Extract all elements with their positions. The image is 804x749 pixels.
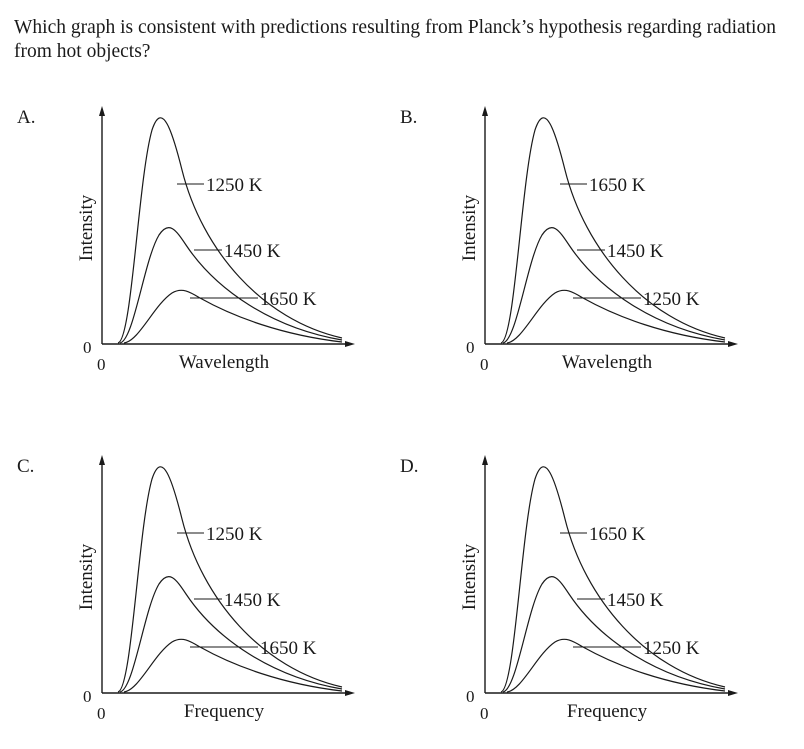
graph-option-c[interactable] (14, 449, 374, 749)
question-text: Which graph is consistent with predictions resulting from Planck’s hypothesis regarding radiation from hot objects? (14, 17, 776, 62)
origin-x-label: 0 (97, 704, 106, 723)
curve-label-1: 1250 K (206, 524, 263, 545)
y-axis-arrow (99, 455, 105, 465)
curve-label-3: 1250 K (643, 289, 700, 310)
option-letter-a: A. (17, 107, 36, 128)
y-axis-label: Intensity (459, 543, 480, 611)
graph-d-plot (397, 449, 757, 749)
y-axis-label: Intensity (76, 543, 97, 611)
x-axis-arrow (728, 341, 738, 347)
x-axis-label: Wavelength (561, 352, 653, 373)
origin-y-label: 0 (83, 687, 92, 706)
curve-label-2: 1450 K (224, 590, 281, 611)
x-axis-label: Frequency (566, 701, 648, 722)
graph-c-plot (14, 449, 374, 749)
graph-a-plot (14, 100, 374, 400)
curve-label-2: 1450 K (607, 590, 664, 611)
graph-option-a[interactable] (14, 100, 374, 400)
curve-label-1: 1650 K (589, 175, 646, 196)
origin-y-label: 0 (83, 338, 92, 357)
curve-label-1: 1250 K (206, 175, 263, 196)
origin-x-label: 0 (97, 355, 106, 374)
graph-option-b[interactable] (397, 100, 757, 400)
x-axis-label: Frequency (183, 701, 265, 722)
x-axis-arrow (345, 690, 355, 696)
origin-y-label: 0 (466, 687, 475, 706)
option-letter-b: B. (400, 107, 418, 128)
y-axis-label: Intensity (459, 194, 480, 262)
curve-label-2: 1450 K (224, 241, 281, 262)
option-letter-d: D. (400, 456, 419, 477)
x-axis-label: Wavelength (178, 352, 270, 373)
origin-y-label: 0 (466, 338, 475, 357)
curve-label-3: 1650 K (260, 638, 317, 659)
origin-x-label: 0 (480, 355, 489, 374)
y-axis-arrow (482, 106, 488, 116)
curve-label-3: 1250 K (643, 638, 700, 659)
origin-x-label: 0 (480, 704, 489, 723)
y-axis-label: Intensity (76, 194, 97, 262)
x-axis-arrow (345, 341, 355, 347)
curve-label-3: 1650 K (260, 289, 317, 310)
y-axis-arrow (99, 106, 105, 116)
x-axis-arrow (728, 690, 738, 696)
option-letter-c: C. (17, 456, 35, 477)
graph-option-d[interactable] (397, 449, 757, 749)
curve-label-2: 1450 K (607, 241, 664, 262)
y-axis-arrow (482, 455, 488, 465)
graph-b-plot (397, 100, 757, 400)
curve-label-1: 1650 K (589, 524, 646, 545)
